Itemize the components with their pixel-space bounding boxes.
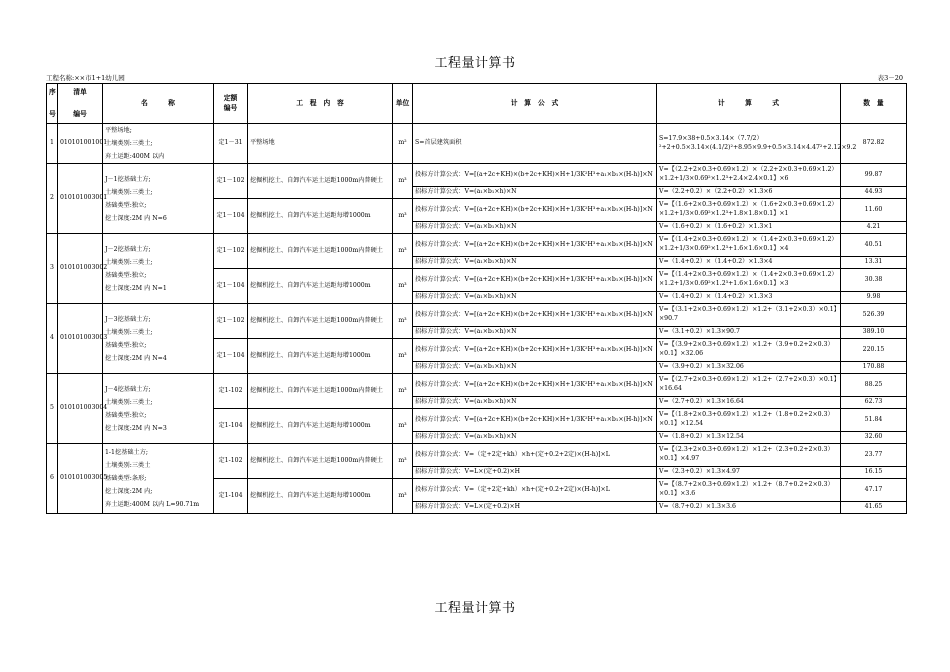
cell-qty: 170.88: [841, 362, 907, 374]
cell-code: 010101003003: [58, 304, 103, 374]
cell-calc: V=（2.3+0.2）×1.3×4.97: [657, 467, 841, 479]
cell-code: 010101001001: [58, 124, 103, 164]
table-row: [47, 374, 907, 397]
cell-qty: 9.98: [841, 292, 907, 304]
cell-content: 挖掘机挖土、自卸汽车运土运距每增1000m: [248, 269, 393, 304]
cell-name-line: 基础类型:独立;: [105, 411, 147, 419]
cell-name-line: 挖土深度:2M 内;: [105, 488, 153, 496]
header-seq-top: 序: [49, 87, 56, 96]
cell-calc: V=（2.2+0.2）×（2.2+0.2）×1.3×6: [657, 187, 841, 199]
cell-content: 挖掘机挖土、自卸汽车运土运距1000m内普硬土: [248, 304, 393, 339]
cell-calc: V=【（3.1+2×0.3+0.69×1.2）×1.2+（3.1+2×0.3）×0.1】×90.7: [657, 304, 841, 327]
cell-formula: 投标方计算公式：V=[(a+2c+KH)×(b+2c+KH)×H+1/3K²H³+a₁×b₁×(H-h)]×N: [413, 374, 657, 397]
cell-name-line: 1-1挖基础土方;: [105, 449, 148, 456]
cell-content: 挖掘机挖土、自卸汽车运土运距1000m内普硬土: [248, 444, 393, 479]
table-row: [47, 124, 907, 164]
cell-qty: 47.17: [841, 479, 907, 502]
cell-content: 挖掘机挖土、自卸汽车运土运距1000m内普硬土: [248, 234, 393, 269]
cell-name: [103, 164, 214, 234]
cell-code: 010101003001: [58, 164, 103, 234]
cell-name-line: 弃土运距:400M 以内: [105, 153, 165, 161]
cell-unit: m³: [393, 269, 413, 304]
cell-calc: V=（1.8+0.2）×1.3×12.54: [657, 432, 841, 444]
cell-unit: m³: [393, 374, 413, 409]
table-number: 表3－20: [877, 74, 903, 82]
cell-calc: V=【（2.3+2×0.3+0.69×1.2）×1.2+（2.3+0.2+2×0.3）×0.1】×4.97: [657, 444, 841, 467]
cell-calc: V=（2.7+0.2）×1.3×16.64: [657, 397, 841, 409]
table-row: [47, 444, 907, 467]
cell-unit: m³: [393, 479, 413, 514]
header-code: [58, 84, 103, 124]
header-seq: [47, 84, 58, 124]
cell-name: [103, 234, 214, 304]
cell-formula: 招标方计算公式：V=(a₁×b₁×h)×N: [413, 397, 657, 409]
header-content: 工 程 内 容: [248, 84, 393, 124]
cell-formula: 投标方计算公式：V=[(a+2c+KH)×(b+2c+KH)×H+1/3K²H³+a₁×b₁×(H-h)]×N: [413, 409, 657, 432]
header-formula: 计 算 公 式: [413, 84, 657, 124]
cell-content: 挖掘机挖土、自卸汽车运土运距每增1000m: [248, 479, 393, 514]
cell-quota: 定1－102: [214, 164, 248, 199]
cell-qty: 13.31: [841, 257, 907, 269]
cell-formula: 招标方计算公式：V=(a₁×b₁×h)×N: [413, 362, 657, 374]
cell-qty: 88.25: [841, 374, 907, 397]
header-quota-bottom: 编号: [223, 103, 238, 112]
cell-qty: 872.82: [841, 124, 907, 164]
cell-qty: 51.84: [841, 409, 907, 432]
cell-name-line: 挖土深度:2M 内 N=6: [105, 214, 167, 222]
cell-qty: 526.39: [841, 304, 907, 327]
cell-quota: 定1－104: [214, 269, 248, 304]
cell-calc: V=【（1.8+2×0.3+0.69×1.2）×1.2+（1.8+0.2+2×0.3）×0.1】×12.54: [657, 409, 841, 432]
cell-quota: 定1－104: [214, 199, 248, 234]
cell-formula: 投标方计算公式：V=[(a+2c+KH)×(b+2c+KH)×H+1/3K²H³+a₁×b₁×(H-h)]×N: [413, 269, 657, 292]
cell-seq: 1: [47, 124, 58, 164]
footer-title: 工程量计算书: [434, 601, 516, 616]
cell-formula: 招标方计算公式：V=(a₁×b₁×h)×N: [413, 432, 657, 444]
cell-formula: 投标方计算公式：V=[(a+2c+KH)×(b+2c+KH)×H+1/3K²H³+a₁×b₁×(H-h)]×N: [413, 339, 657, 362]
cell-name: [103, 374, 214, 444]
cell-code: 010101003004: [58, 374, 103, 444]
header-quota-top: 定额: [223, 93, 238, 102]
cell-formula: 投标方计算公式：V=[(a+2c+KH)×(b+2c+KH)×H+1/3K²H³+a₁×b₁×(H-h)]×N: [413, 234, 657, 257]
cell-name-line: 土壤类别:三类土;: [105, 328, 153, 336]
cell-name-line: 弃土运距:400M 以内 L=90.71m: [105, 501, 200, 509]
cell-qty: 4.21: [841, 222, 907, 234]
cell-quota: 定1－102: [214, 304, 248, 339]
cell-formula: 招标方计算公式：V=(a₁×b₁×h)×N: [413, 327, 657, 339]
cell-unit: m³: [393, 234, 413, 269]
cell-qty: 23.77: [841, 444, 907, 467]
header-quota: [214, 84, 248, 124]
cell-content: 挖掘机挖土、自卸汽车运土运距1000m内普硬土: [248, 164, 393, 199]
cell-name-line: 平整场地;: [105, 127, 132, 134]
cell-formula: 招标方计算公式：V=(a₁×b₁×h)×N: [413, 292, 657, 304]
cell-code: 010101003002: [58, 234, 103, 304]
cell-name-line: J－4挖基础土方;: [105, 385, 151, 393]
header-code-bottom: 编号: [73, 109, 87, 118]
cell-name-line: 基础类型:条形;: [105, 475, 147, 483]
cell-name-line: J－1挖基础土方;: [105, 175, 151, 183]
cell-qty: 16.15: [841, 467, 907, 479]
cell-name-line: 土壤类别:三类土: [105, 462, 151, 470]
cell-seq: 4: [47, 304, 58, 374]
header-seq-bottom: 号: [49, 109, 56, 118]
cell-name-line: 挖土深度:2M 内 N=4: [105, 354, 167, 362]
cell-calc: V=（1.4+0.2）×（1.4+0.2）×1.3×3: [657, 292, 841, 304]
cell-quota: 定1-104: [214, 409, 248, 444]
cell-calc: V=【（1.6+2×0.3+0.69×1.2）×（1.6+2×0.3+0.69×1.2）×1.2+1/3×0.69²×1.2³+1.8×1.8×0.1】×1: [657, 199, 841, 222]
cell-qty: 62.73: [841, 397, 907, 409]
header-name: 名 称: [103, 84, 214, 124]
cell-unit: m³: [393, 339, 413, 374]
cell-formula: 投标方计算公式：V=[(a+2c+KH)×(b+2c+KH)×H+1/3K²H³+a₁×b₁×(H-h)]×N: [413, 199, 657, 222]
cell-formula: S=首层建筑面积: [413, 124, 657, 164]
cell-calc: V=【（3.9+2×0.3+0.69×1.2）×1.2+（3.9+0.2+2×0.3）×0.1】×32.06: [657, 339, 841, 362]
cell-content: 挖掘机挖土、自卸汽车运土运距每增1000m: [248, 199, 393, 234]
cell-name-line: 挖土深度:2M 内 N=3: [105, 424, 167, 432]
cell-name-line: 基础类型:独立;: [105, 271, 147, 279]
cell-formula: 招标方计算公式：V=(a₁×b₁×h)×N: [413, 257, 657, 269]
table-row: [47, 234, 907, 257]
cell-formula: 投标方计算公式：V=（定+2定+kh）×h+(定+0.2+2定)×(H-h)]×L: [413, 444, 657, 467]
cell-name-line: 基础类型:独立;: [105, 201, 147, 209]
header-unit: 单位: [393, 84, 413, 124]
cell-qty: 389.10: [841, 327, 907, 339]
cell-calc: V=（8.7+0.2）×1.3×3.6: [657, 502, 841, 514]
cell-name-line: 土壤类别:三类土;: [105, 398, 153, 406]
cell-seq: 2: [47, 164, 58, 234]
cell-seq: 3: [47, 234, 58, 304]
cell-qty: 220.15: [841, 339, 907, 362]
cell-unit: m³: [393, 199, 413, 234]
cell-name-line: J－2挖基础土方;: [105, 245, 151, 253]
cell-quota: 定1-102: [214, 444, 248, 479]
cell-formula: 投标方计算公式：V=[(a+2c+KH)×(b+2c+KH)×H+1/3K²H³+a₁×b₁×(H-h)]×N: [413, 304, 657, 327]
cell-name-line: 土壤类别:三类土;: [105, 258, 153, 266]
cell-qty: 32.60: [841, 432, 907, 444]
quantity-calc-table: [46, 83, 907, 514]
cell-quota: 定1－104: [214, 339, 248, 374]
header-qty: 数 量: [841, 84, 907, 124]
cell-calc: V=【（2.7+2×0.3+0.69×1.2）×1.2+（2.7+2×0.3）×0.1】×16.64: [657, 374, 841, 397]
cell-seq: 6: [47, 444, 58, 514]
cell-calc: V=（1.4+0.2）×（1.4+0.2）×1.3×4: [657, 257, 841, 269]
cell-content: 挖掘机挖土、自卸汽车运土运距1000m内普硬土: [248, 374, 393, 409]
header-row: [47, 84, 907, 124]
cell-content: 挖掘机挖土、自卸汽车运土运距每增1000m: [248, 409, 393, 444]
cell-unit: m³: [393, 164, 413, 199]
cell-name-line: 土壤类别:三类土;: [105, 188, 153, 196]
cell-unit: m²: [393, 124, 413, 164]
cell-name: [103, 304, 214, 374]
cell-qty: 99.87: [841, 164, 907, 187]
cell-unit: m³: [393, 304, 413, 339]
cell-formula: 招标方计算公式：V=L×(定+0.2)×H: [413, 502, 657, 514]
cell-name-line: 基础类型:独立;: [105, 341, 147, 349]
cell-name: [103, 444, 214, 514]
table-row: [47, 164, 907, 187]
cell-qty: 44.93: [841, 187, 907, 199]
cell-quota: 定1-102: [214, 374, 248, 409]
cell-calc: V=【（1.4+2×0.3+0.69×1.2）×（1.4+2×0.3+0.69×1.2）×1.2+1/3×0.69²×1.2³+1.6×1.6×0.1】×3: [657, 269, 841, 292]
cell-calc: V=（3.9+0.2）×1.3×32.06: [657, 362, 841, 374]
cell-formula: 投标方计算公式：V=[(a+2c+KH)×(b+2c+KH)×H+1/3K²H³+a₁×b₁×(H-h)]×N: [413, 164, 657, 187]
cell-seq: 5: [47, 374, 58, 444]
cell-qty: 30.38: [841, 269, 907, 292]
cell-calc: V=（3.1+0.2）×1.3×90.7: [657, 327, 841, 339]
cell-calc: V=【（1.4+2×0.3+0.69×1.2）×（1.4+2×0.3+0.69×1.2）×1.2+1/3×0.69²×1.2³+1.6×1.6×0.1】×4: [657, 234, 841, 257]
cell-calc: S=17.9×38+0.5×3.14×（7.7/2）²+2+0.5×3.14×(4.1/2)²+8.95×9.9+0.5×3.14×4.47²+2.12×9.2: [657, 124, 841, 164]
cell-content: 挖掘机挖土、自卸汽车运土运距每增1000m: [248, 339, 393, 374]
cell-unit: m³: [393, 409, 413, 444]
header-code-top: 清单: [73, 87, 87, 96]
cell-formula: 招标方计算公式：V=L×(定+0.2)×H: [413, 467, 657, 479]
document-title: 工程量计算书: [434, 56, 516, 71]
cell-qty: 40.51: [841, 234, 907, 257]
cell-code: 010101003005: [58, 444, 103, 514]
cell-name-line: 土壤类别:三类土;: [105, 140, 153, 148]
project-name: 工程名称:××市1+1幼儿园: [46, 74, 125, 82]
table-row: [47, 304, 907, 327]
cell-content: 平整场地: [248, 124, 393, 164]
cell-calc: V=【（8.7+2×0.3+0.69×1.2）×1.2+（8.7+0.2+2×0.3）×0.1】×3.6: [657, 479, 841, 502]
cell-name: [103, 124, 214, 164]
cell-quota: 定1－31: [214, 124, 248, 164]
cell-formula: 招标方计算公式：V=(a₁×b₁×h)×N: [413, 187, 657, 199]
cell-formula: 招标方计算公式：V=(a₁×b₁×h)×N: [413, 222, 657, 234]
header-calc: 计 算 式: [657, 84, 841, 124]
cell-qty: 41.65: [841, 502, 907, 514]
cell-qty: 11.60: [841, 199, 907, 222]
cell-formula: 投标方计算公式：V=（定+2定+kh）×h+(定+0.2+2定)×(H-h)]×L: [413, 479, 657, 502]
cell-unit: m³: [393, 444, 413, 479]
cell-quota: 定1－102: [214, 234, 248, 269]
cell-quota: 定1-104: [214, 479, 248, 514]
cell-name-line: J－3挖基础土方;: [105, 315, 151, 323]
cell-calc: V=【（2.2+2×0.3+0.69×1.2）×（2.2+2×0.3+0.69×1.2）×1.2+1/3×0.69²×1.2³+2.4×2.4×0.1】×6: [657, 164, 841, 187]
cell-name-line: 挖土深度:2M 内 N=1: [105, 284, 167, 292]
cell-calc: V=（1.6+0.2）×（1.6+0.2）×1.3×1: [657, 222, 841, 234]
